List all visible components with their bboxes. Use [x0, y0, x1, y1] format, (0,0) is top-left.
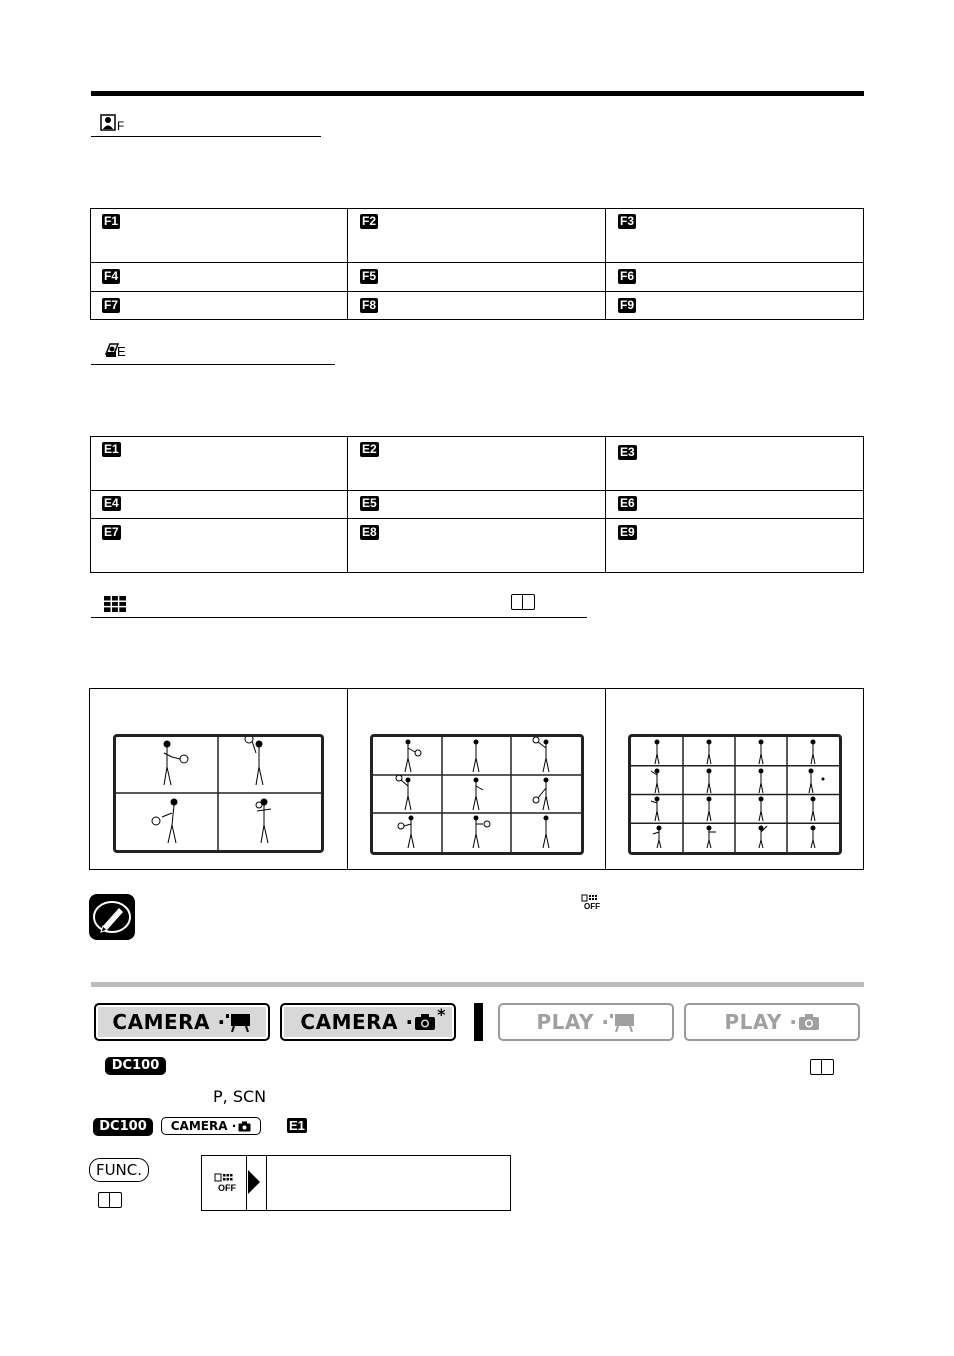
movie-camera-icon [610, 1012, 636, 1032]
multi-section-underline [91, 617, 587, 618]
e5-icon: E5 [362, 496, 377, 510]
effect-section-underline [91, 364, 335, 365]
e1-footer-icon: E1 [289, 1118, 305, 1133]
play-movie-mode-button[interactable]: PLAY · [498, 1003, 674, 1041]
func-button[interactable]: FUNC. [89, 1158, 149, 1182]
f2-icon: F2 [362, 214, 377, 228]
e8-icon: E8 [362, 525, 377, 539]
e3-icon: E3 [620, 445, 635, 459]
top-rule [91, 91, 864, 96]
f9-icon: F9 [620, 298, 635, 312]
face-section-underline [91, 136, 321, 137]
grid-icon [104, 596, 126, 612]
gray-separator [91, 982, 864, 987]
f1-icon: F1 [104, 214, 119, 228]
multi-image-9-screen [370, 734, 584, 855]
note-pencil-icon [89, 894, 135, 940]
e9-icon: E9 [620, 525, 635, 539]
face-table [90, 208, 864, 320]
f5-icon: F5 [362, 269, 377, 283]
multi-image-16-screen [628, 734, 842, 855]
multi-image-off-icon: OFF [581, 894, 599, 912]
still-camera-icon [414, 1013, 436, 1031]
e7-icon: E7 [104, 525, 119, 539]
effect-table [90, 436, 864, 573]
f8-icon: F8 [362, 298, 377, 312]
book-reference-icon [98, 1192, 122, 1208]
face-section-icon: F [100, 114, 126, 134]
book-reference-icon [511, 594, 535, 610]
f7-icon: F7 [104, 298, 119, 312]
effect-section-icon: E [104, 340, 134, 360]
still-camera-icon [238, 1121, 251, 1132]
f3-icon: F3 [620, 214, 635, 228]
p-scn-label: P, SCN [213, 1087, 267, 1106]
mode-divider [474, 1003, 483, 1041]
e1-icon: E1 [104, 442, 119, 456]
multi-image-4-screen [113, 734, 324, 853]
camera-movie-mode-button[interactable]: CAMERA · [94, 1003, 270, 1041]
multi-image-off-menu-icon: OFF [214, 1172, 236, 1194]
f4-icon: F4 [104, 269, 119, 283]
camera-photo-mode-button[interactable]: CAMERA · * [280, 1003, 456, 1041]
dc100-badge: DC100 [105, 1057, 166, 1075]
camera-photo-small-badge: CAMERA · [161, 1117, 261, 1135]
e4-icon: E4 [104, 496, 119, 510]
play-photo-mode-button[interactable]: PLAY · [684, 1003, 860, 1041]
movie-camera-icon [226, 1012, 252, 1032]
e2-icon: E2 [362, 442, 377, 456]
book-reference-icon [810, 1059, 834, 1075]
dc100-badge-2: DC100 [93, 1118, 153, 1136]
arrow-right-icon [248, 1170, 260, 1194]
still-camera-icon [798, 1013, 820, 1031]
e6-icon: E6 [620, 496, 635, 510]
f6-icon: F6 [620, 269, 635, 283]
